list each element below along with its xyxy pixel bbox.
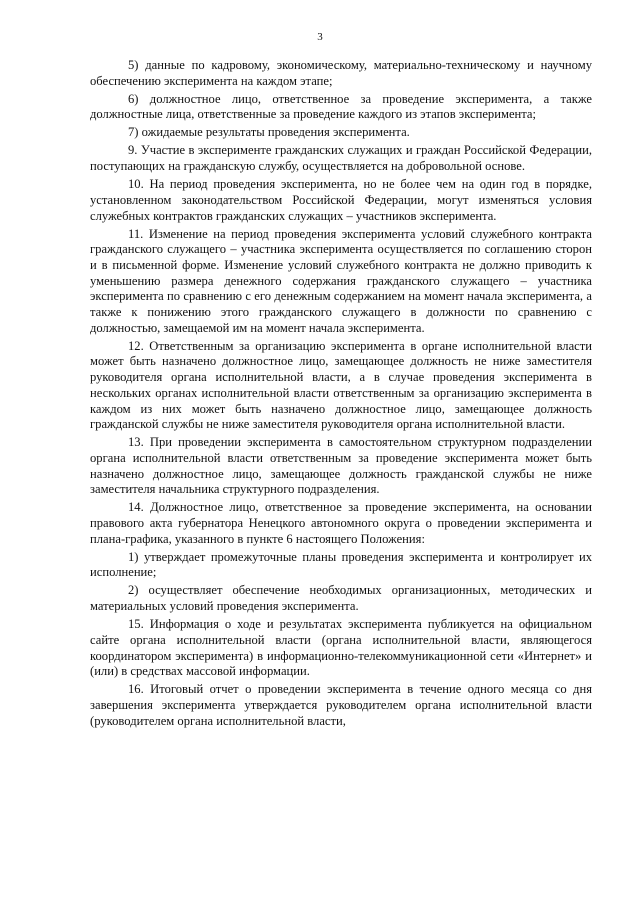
paragraph-14-official-duties: 14. Должностное лицо, ответственное за проведение эксперимента, на основании правового акта губернатора Ненецкого автономного округа о проведении эксперимента и плана-графика, указанного в пункте 6 настоящего Положения: [90, 500, 592, 546]
paragraph-5-data: 5) данные по кадровому, экономическому, материально-техническому и научному обеспечению эксперимента на каждом этапе; [90, 58, 592, 88]
paragraph-9-participation: 9. Участие в эксперименте гражданских служащих и граждан Российской Федерации, поступающих на гражданскую службу, осуществляется на добровольной основе. [90, 143, 592, 174]
paragraph-10-period: 10. На период проведения эксперимента, но не более чем на один год в порядке, установленном законодательством Российской Федерации, могут изменяться условия служебных контрактов гражданских служащих – участников эксперимента. [90, 177, 592, 223]
document-body [90, 58, 592, 732]
paragraph-14-2-support: 2) осуществляет обеспечение необходимых организационных, методических и материальных условий проведения эксперимента. [90, 583, 592, 614]
paragraph-16-final-report: 16. Итоговый отчет о проведении эксперимента в течение одного месяца со дня завершения эксперимента утверждается руководителем органа исполнительной власти (руководителем органа исполнительной власти, [90, 682, 592, 728]
paragraph-12-responsible: 12. Ответственным за организацию эксперимента в органе исполнительной власти может быть назначено должностное лицо, замещающее должность не ниже заместителя руководителя органа исполнительной власти, а в случае проведения эксперимента в нескольких органах исполнительной власти ответственным за организацию эксперимента в каждом из них может быть назначено должностное лицо, замещающее должность гражданской службы не ниже заместителя руководителя органа исполнительной власти. [90, 338, 592, 432]
paragraph-13-subdivision: 13. При проведении эксперимента в самостоятельном структурном подразделении органа исполнительной власти ответственным за проведение эксперимента может быть назначено должностное лицо, замещающее должность гражданской службы не ниже заместителя начальника структурного подразделения. [90, 435, 592, 497]
page-number: 3 [317, 31, 323, 43]
paragraph-15-information: 15. Информация о ходе и результатах эксперимента публикуется на официальном сайте органа исполнительной власти (органа исполнительной власти, являющегося координатором эксперимента) в информационно-телекоммуникационной сети «Интернет» и (или) в средствах массовой информации. [90, 617, 592, 679]
paragraph-14-1-plans: 1) утверждает промежуточные планы проведения эксперимента и контролирует их исполнение; [90, 549, 592, 580]
paragraph-7-results: 7) ожидаемые результаты проведения эксперимента. [128, 125, 410, 140]
paragraph-6-official: 6) должностное лицо, ответственное за проведение эксперимента, а также должностные лица, ответственные за проведение каждого из этапов эксперимента; [90, 91, 592, 122]
paragraph-11-contract-change: 11. Изменение на период проведения эксперимента условий служебного контракта гражданского служащего – участника эксперимента осуществляется по соглашению сторон и в письменной форме. Изменение условий служебного контракта не должно приводить к уменьшению размера денежного содержания гражданского служащего – участника эксперимента по сравнению с его денежным содержанием на момент начала эксперимента, а также к понижению этого гражданского служащего в должности по сравнению с должностью, замещаемой им на момент начала эксперимента. [90, 226, 592, 335]
